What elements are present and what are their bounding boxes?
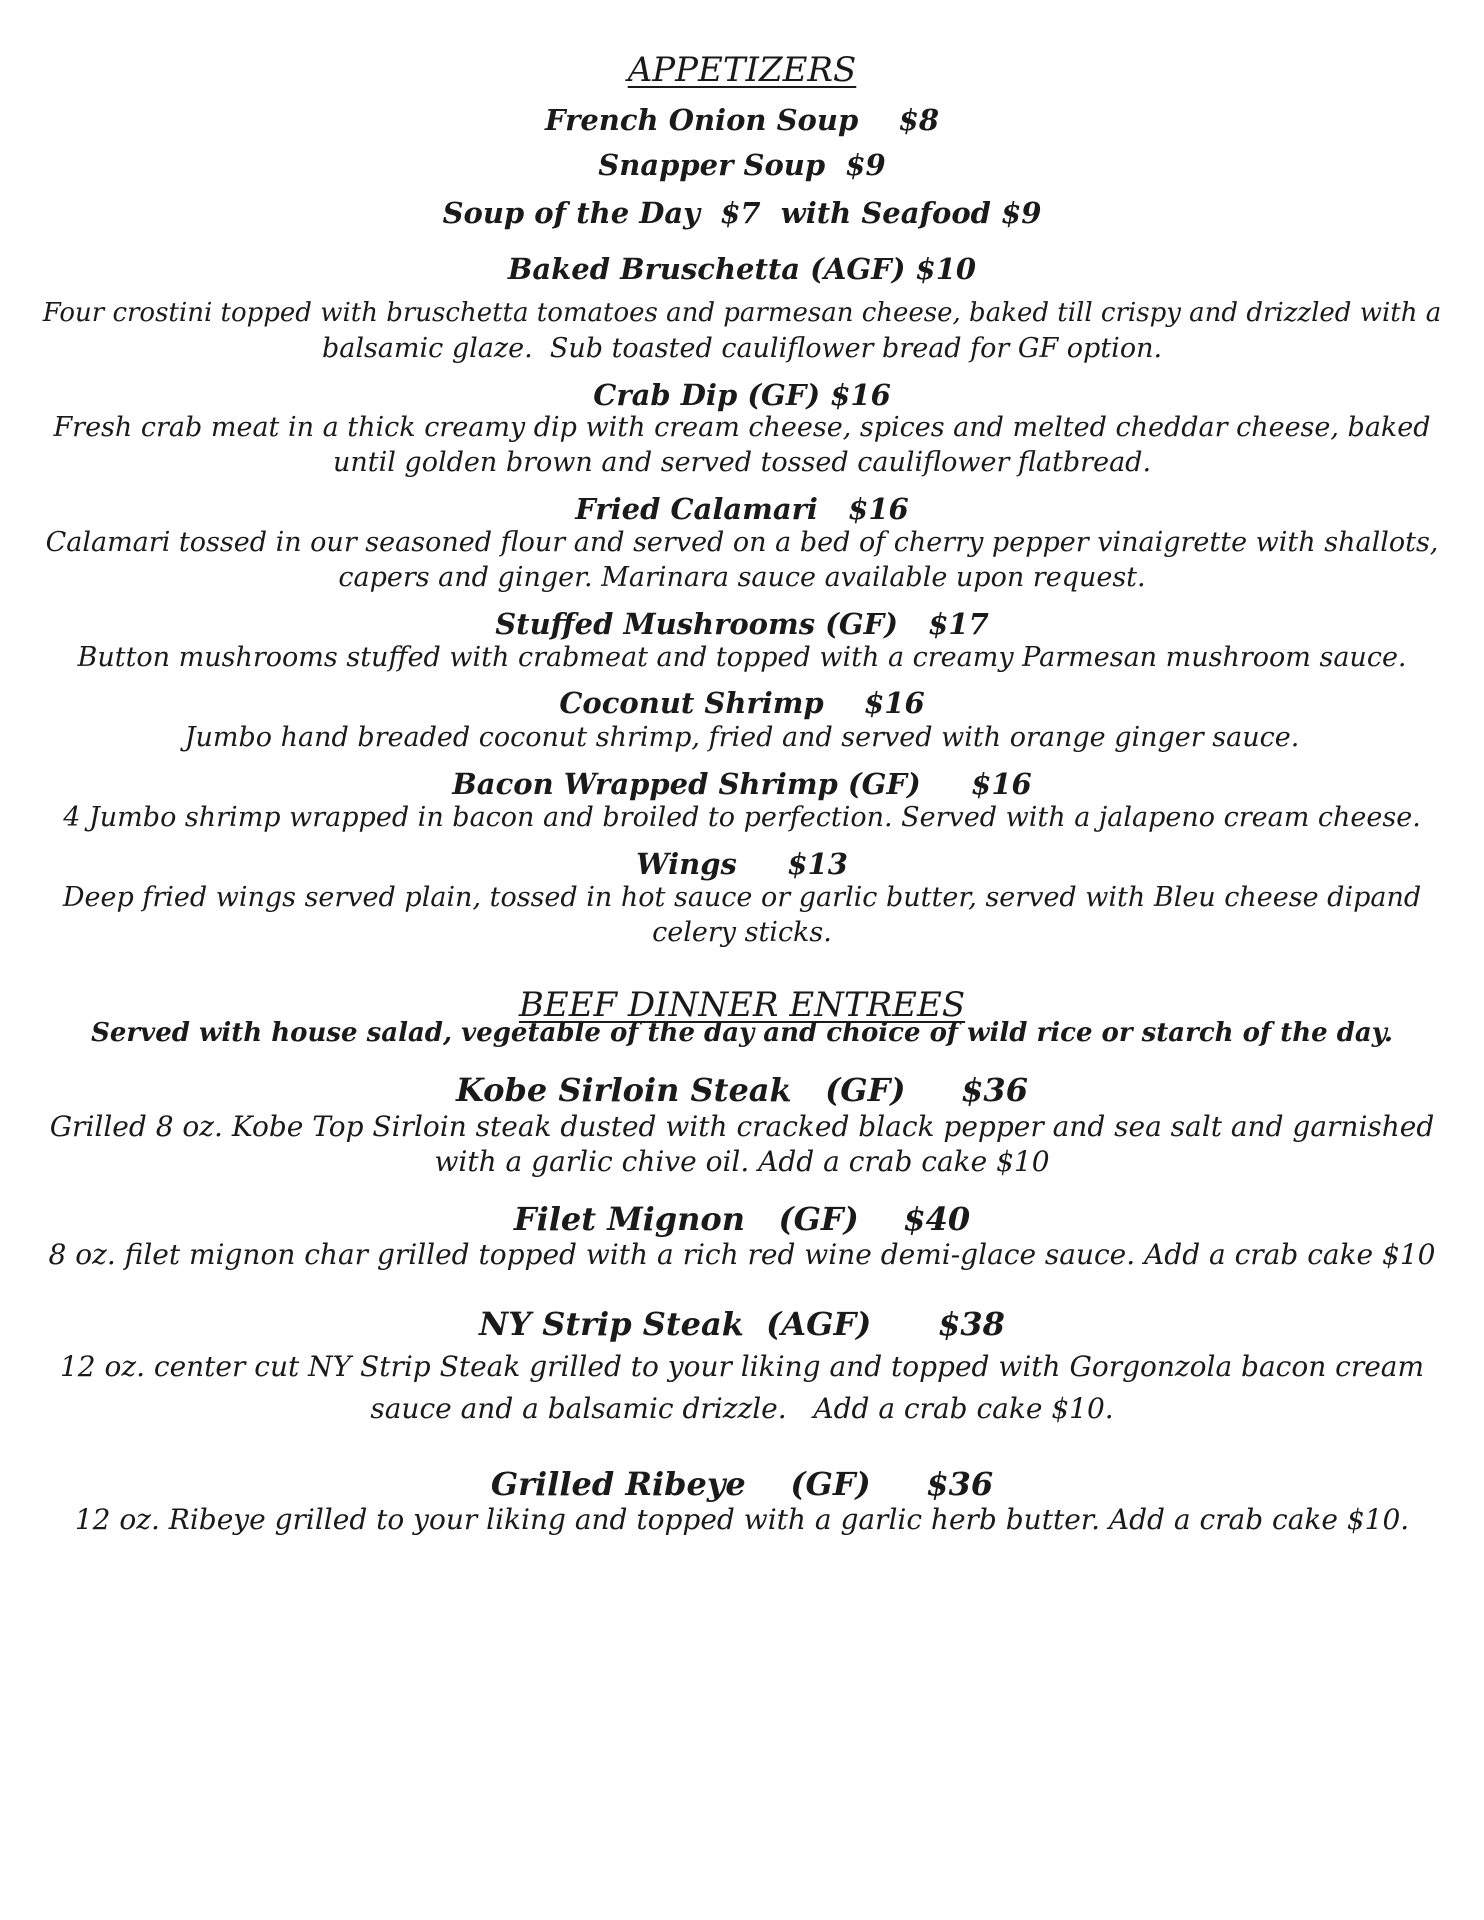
menu-item-description: Calamari tossed in our seasoned flour and served on a bed of cherry pepper vinaigrette with shallots, xyxy=(45,527,1439,558)
menu-item-description: Four crostini topped with bruschetta tomatoes and parmesan cheese, baked till crispy and drizzled with a xyxy=(42,298,1442,328)
appetizers-heading: APPETIZERS xyxy=(627,50,857,90)
menu-item-title: Coconut Shrimp $16 xyxy=(559,686,925,720)
menu-item-title: Filet Mignon (GF) $40 xyxy=(513,1200,971,1238)
menu-item-title: Fried Calamari $16 xyxy=(575,492,909,526)
menu-item-description: 12 oz. center cut NY Strip Steak grilled to your liking and topped with Gorgonzola bacon cream xyxy=(59,1350,1425,1383)
menu-item-title: NY Strip Steak (AGF) $38 xyxy=(479,1305,1005,1343)
menu-item-title: Kobe Sirloin Steak (GF) $36 xyxy=(456,1071,1028,1109)
menu-item-title: French Onion Soup $8 xyxy=(544,103,939,137)
menu-item-description: 4 Jumbo shrimp wrapped in bacon and broiled to perfection. Served with a jalapeno cream cheese. xyxy=(63,802,1421,833)
menu-item-title: Stuffed Mushrooms (GF) $17 xyxy=(495,607,989,641)
menu-item-description: Fresh crab meat in a thick creamy dip with cream cheese, spices and melted cheddar cheese, baked xyxy=(53,412,1431,443)
menu-item-description: Jumbo hand breaded coconut shrimp, fried and served with orange ginger sauce. xyxy=(184,722,1300,753)
menu-item-description: 12 oz. Ribeye grilled to your liking and topped with a garlic herb butter. Add a crab cake $10. xyxy=(74,1503,1410,1536)
menu-item-description: capers and ginger. Marinara sauce available upon request. xyxy=(338,562,1146,593)
menu-item-description: Deep fried wings served plain, tossed in hot sauce or garlic butter, served with Bleu cheese dipand xyxy=(62,882,1422,913)
beef-entrees-subtitle: Served with house salad, vegetable of the day and choice of wild rice or starch of the day. xyxy=(91,1018,1393,1048)
menu-item-title: Crab Dip (GF) $16 xyxy=(593,378,891,412)
menu-item-description: balsamic glaze. Sub toasted cauliflower bread for GF option. xyxy=(321,333,1163,364)
menu-item-title: Baked Bruschetta (AGF) $10 xyxy=(507,252,977,286)
menu-item-title: Grilled Ribeye (GF) $36 xyxy=(490,1465,994,1503)
menu-item-description: with a garlic chive oil. Add a crab cake $10 xyxy=(434,1145,1050,1178)
menu-item-title: Bacon Wrapped Shrimp (GF) $16 xyxy=(452,767,1032,801)
menu-item-description: sauce and a balsamic drizzle. Add a crab cake $10. xyxy=(370,1392,1114,1425)
beef-entrees-heading: BEEF DINNER ENTREES xyxy=(518,985,966,1025)
menu-item-description: Grilled 8 oz. Kobe Top Sirloin steak dusted with cracked black pepper and sea salt and garnished xyxy=(49,1110,1435,1143)
menu-item-description: Button mushrooms stuffed with crabmeat and topped with a creamy Parmesan mushroom sauce. xyxy=(77,642,1407,673)
menu-item-description: until golden brown and served tossed cauliflower flatbread. xyxy=(332,447,1152,478)
menu-item-title: Soup of the Day $7 with Seafood $9 xyxy=(442,196,1042,230)
menu-item-title: Snapper Soup $9 xyxy=(598,148,886,182)
menu-item-title: Wings $13 xyxy=(636,847,848,881)
menu-item-description: celery sticks. xyxy=(652,917,832,948)
menu-item-description: 8 oz. filet mignon char grilled topped with a rich red wine demi-glace sauce. Add a crab cake $10 xyxy=(48,1238,1436,1271)
